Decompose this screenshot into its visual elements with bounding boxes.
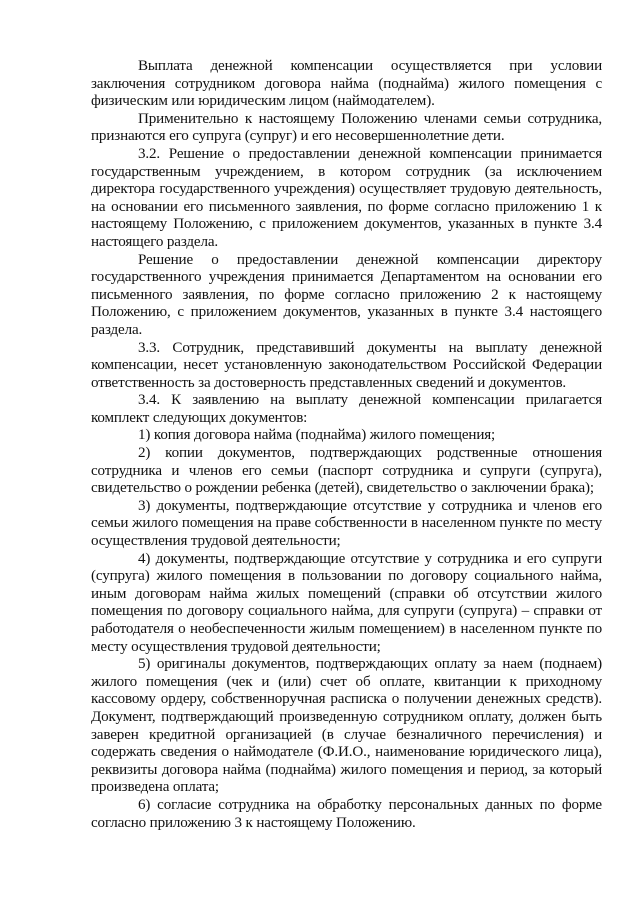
paragraph-3-3: 3.3. Сотрудник, представивший документы на выплату денежной компенсации, несет установленную законодательством Российской Федерации ответственность за достоверность представленных сведений и документов. <box>91 339 602 391</box>
paragraph-compensation-condition: Выплата денежной компенсации осуществляется при условии заключения сотрудником договора найма (поднайма) жилого помещения с физическим или юридическим лицом (наймодателем). <box>91 58 602 110</box>
paragraph-3-4: 3.4. К заявлению на выплату денежной компенсации прилагается комплект следующих документов: <box>91 392 602 426</box>
paragraph-3-2: 3.2. Решение о предоставлении денежной компенсации принимается государственным учреждением, в котором сотрудник (за исключением директора государственного учреждения) осуществляет трудовую деятельность, на основании его письменного заявления, по форме согласно приложению 1 к настоящему Положению, с приложением документов, указанных в пункте 3.4 настоящего раздела. <box>91 145 602 250</box>
document-body <box>91 58 602 832</box>
list-item-3: 3) документы, подтверждающие отсутствие у сотрудника и членов его семьи жилого помещения на праве собственности в населенном пункте по месту осуществления трудовой деятельности; <box>91 497 602 550</box>
paragraph-director-decision: Решение о предоставлении денежной компенсации директору государственного учреждения принимается Департаментом на основании его письменного заявления, по форме согласно приложению 2 к настоящему Положению, с приложением документов, указанных в пункте 3.4 настоящего раздела. <box>91 251 602 338</box>
list-item-2: 2) копии документов, подтверждающих родственные отношения сотрудника и членов его семьи (паспорт сотрудника и супруги (супруга), свидетельство о рождении ребенка (детей), свидетельство о заключении брака); <box>91 445 602 497</box>
list-item-4: 4) документы, подтверждающие отсутствие у сотрудника и его супруги (супруга) жилого помещения в пользовании по договору социального найма, иным договорам найма жилых помещений (справки об отсутствии жилого помещения по договору социального найма, для супруги (супруга) – справки от работодателя о необеспеченности жилым помещением) в населенном пункте по месту осуществления трудовой деятельности; <box>91 550 602 655</box>
list-item-6: 6) согласие сотрудника на обработку персональных данных по форме согласно приложению 3 к настоящему Положению. <box>91 796 602 831</box>
list-item-5: 5) оригиналы документов, подтверждающих оплату за наем (поднаем) жилого помещения (чек и (или) счет об оплате, квитанции к приходному кассовому ордеру, собственноручная расписка о получении денежных средств). Документ, подтверждающий произведенную сотрудником оплату, должен быть заверен кредитной организацией (в случае безналичного перечисления) и содержать сведения о наймодателе (Ф.И.О., наименование юридического лица), реквизиты договора найма (поднайма) жилого помещения и период, за который произведена оплата; <box>91 656 602 796</box>
paragraph-family-members: Применительно к настоящему Положению членами семьи сотрудника, признаются его супруга (супруг) и его несовершеннолетние дети. <box>91 110 602 145</box>
list-item-1: 1) копия договора найма (поднайма) жилого помещения; <box>138 427 496 444</box>
